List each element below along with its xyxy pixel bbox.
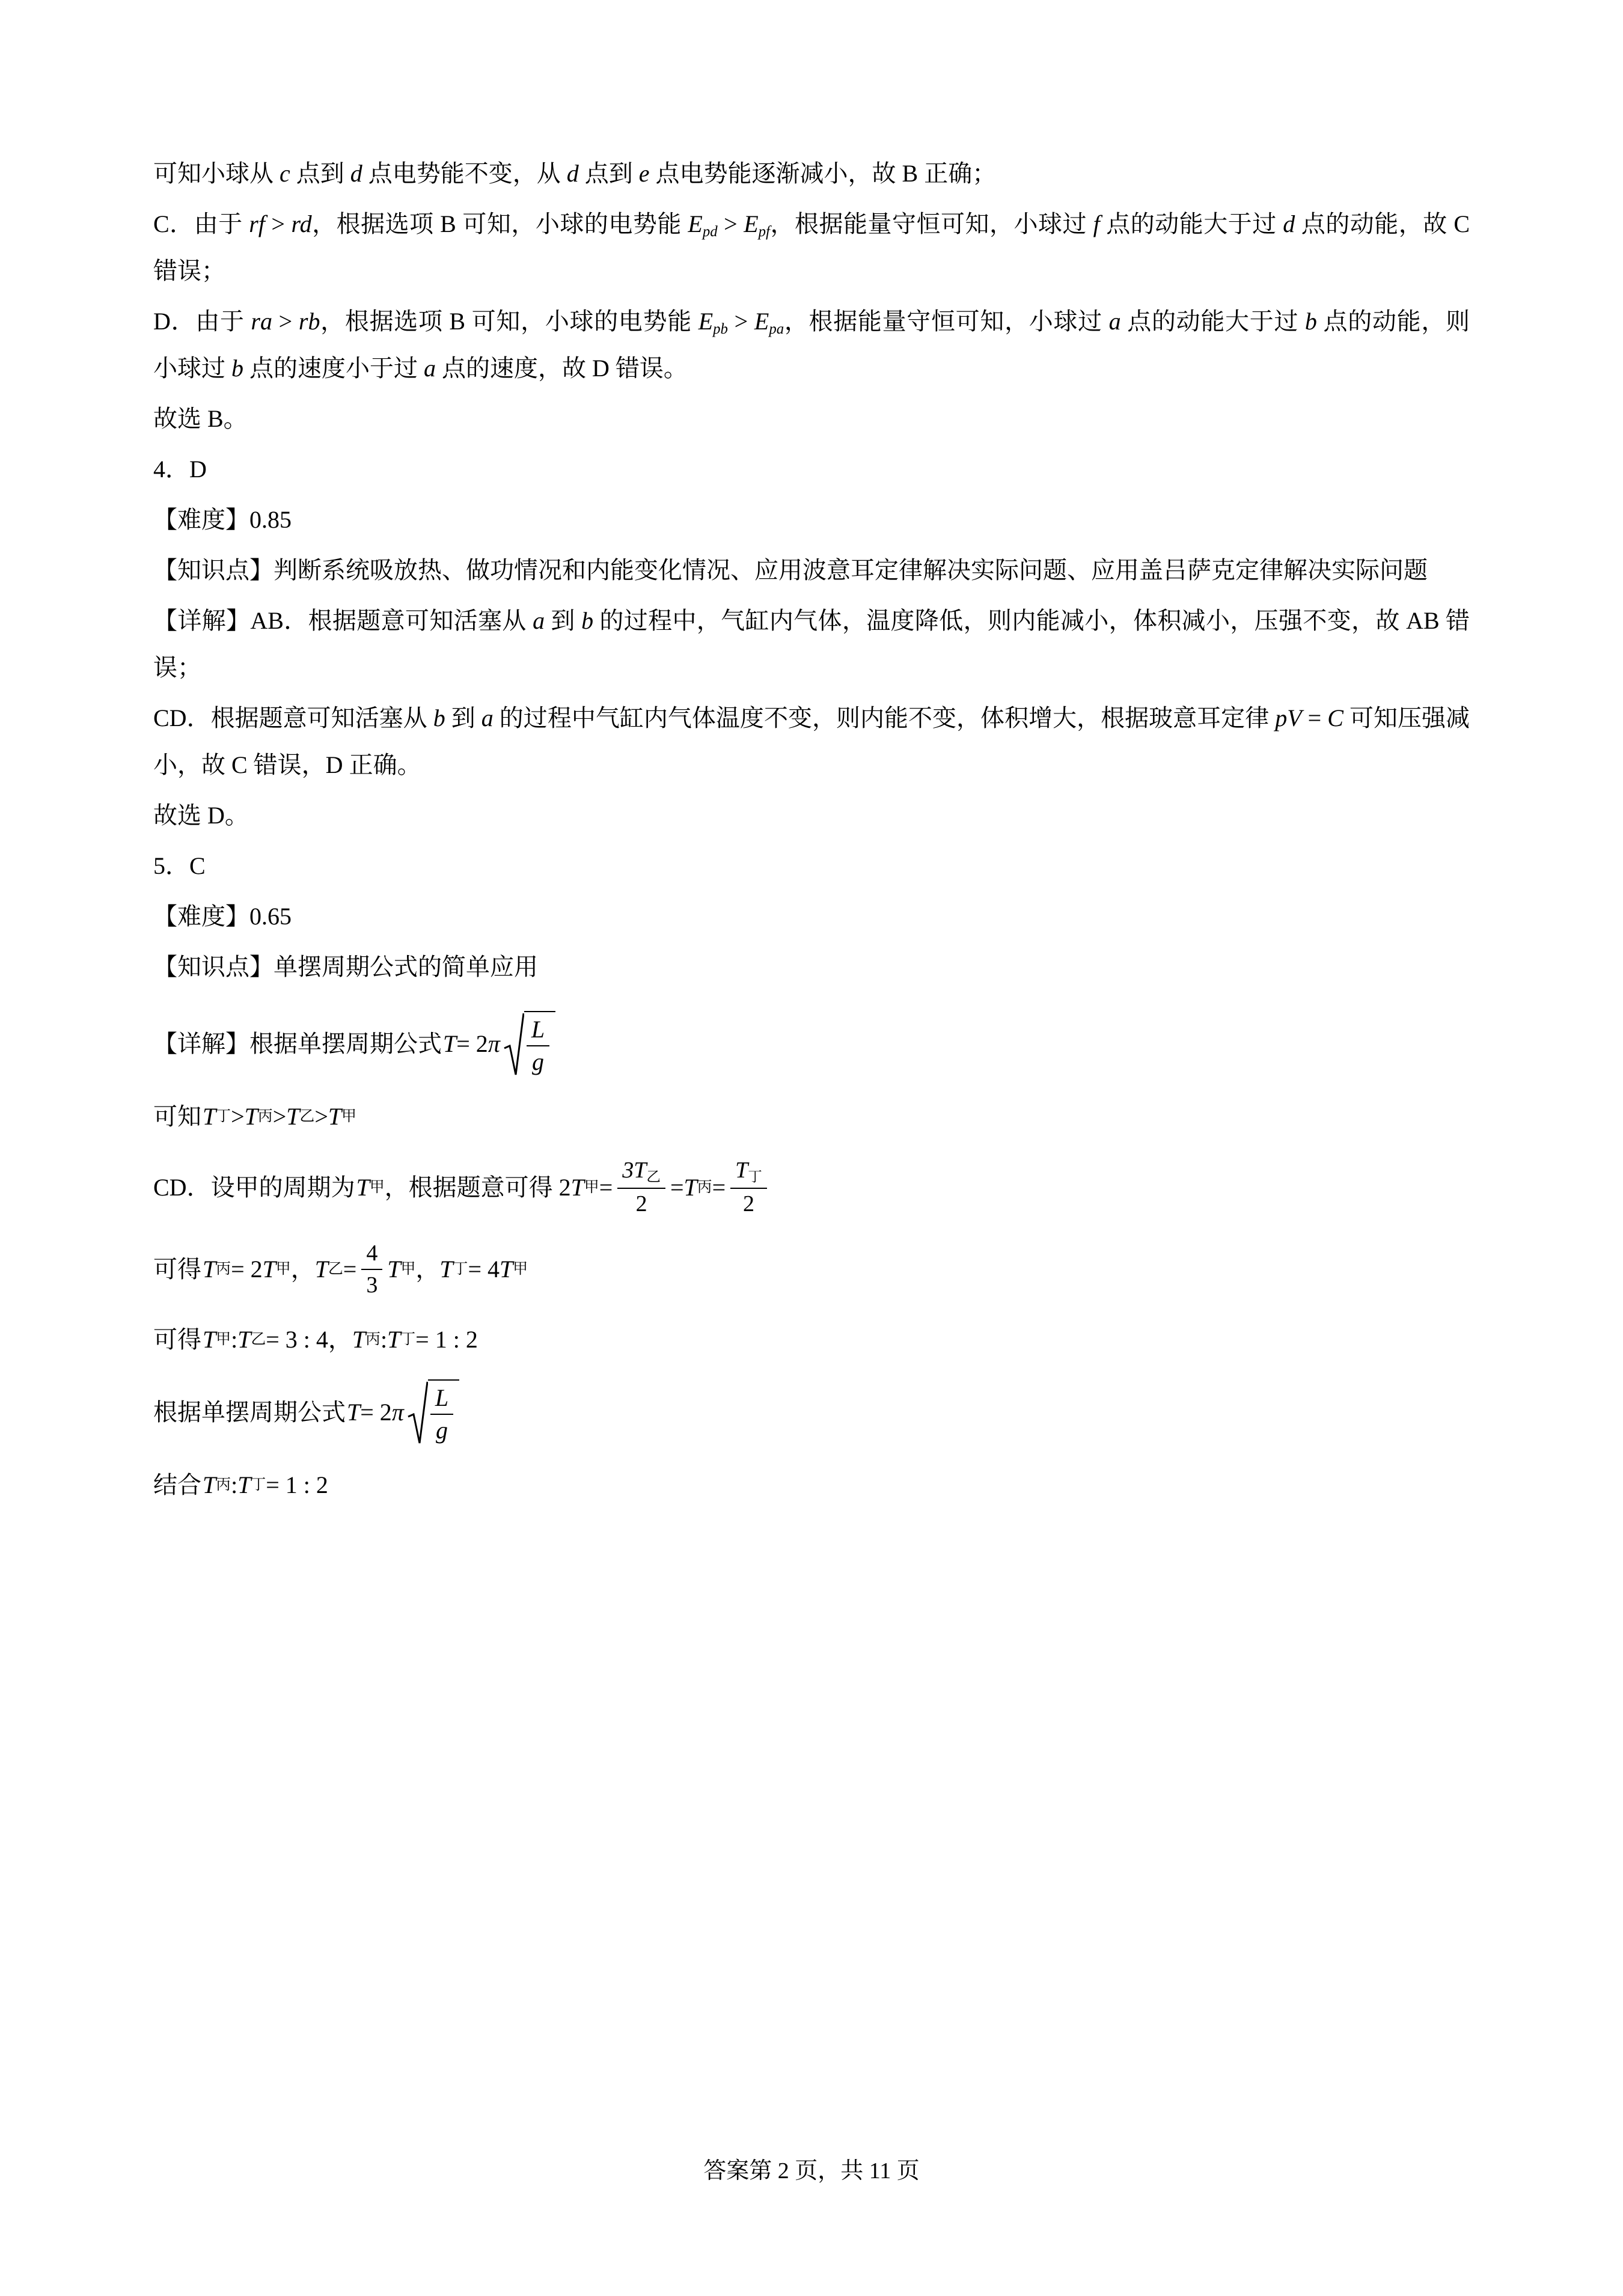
math-L: L <box>430 1384 453 1415</box>
math-T2: T <box>570 1173 584 1201</box>
question-4-answer: 故选 D。 <box>153 802 249 829</box>
text-fragment: ，根据能量守恒可知，小球过 <box>784 308 1109 335</box>
text-fragment: 点的动能，则小球过 <box>153 308 1470 382</box>
math-T: T <box>347 1398 361 1426</box>
text-fragment: ，根据选项 B 可知，小球的电势能 <box>320 308 698 335</box>
text-fragment: 【详解】根据单摆周期公式 <box>153 1030 442 1057</box>
math-g: g <box>531 1048 544 1075</box>
question-5-cd-derivation <box>153 1156 1470 1219</box>
fraction-numerator <box>730 1156 767 1189</box>
fraction-denominator: 2 <box>743 1191 754 1217</box>
text-fragment: 可知小球从 <box>153 160 280 187</box>
math-sub-jia: 甲 <box>341 1108 356 1125</box>
math-pv: pV <box>1275 704 1302 731</box>
math-T4: T <box>387 1256 401 1283</box>
math-op: : <box>380 1325 388 1353</box>
math-E2: E <box>754 308 769 335</box>
question-5-result-3 <box>153 1466 1470 1504</box>
text-fragment: 到 <box>545 607 582 634</box>
sqrt-symbol-2 <box>408 1379 459 1446</box>
text-fragment: 点到 <box>578 160 639 187</box>
math-rf: rf <box>249 210 265 237</box>
math-op: = 1 : 2 <box>266 1471 328 1498</box>
math-sub-yi: 乙 <box>251 1331 266 1348</box>
page-footer: 答案第 2 页，共 11 页 <box>703 2158 920 2184</box>
math-var-c: c <box>280 160 290 187</box>
math-var-a: a <box>533 607 545 634</box>
math-T3: T <box>683 1173 697 1201</box>
fraction-numerator <box>617 1156 665 1189</box>
text-fragment: ， <box>328 1325 352 1353</box>
math-sub-ding: 丁 <box>251 1476 266 1493</box>
math-T: T <box>443 1030 457 1057</box>
math-op: : <box>231 1471 238 1498</box>
math-sub-jia2: 甲 <box>584 1179 599 1195</box>
paragraph-answer-b: 故选 B。 <box>153 405 248 432</box>
math-op: > <box>264 210 292 237</box>
math-E: E <box>698 308 714 335</box>
math-var-e: e <box>638 160 650 187</box>
question-4-difficulty: 【难度】0.85 <box>153 506 292 533</box>
math-L: L <box>527 1015 549 1046</box>
math-pi: π <box>391 1398 404 1426</box>
text-fragment: 点的动能大于过 <box>1099 210 1283 237</box>
math-op: = <box>1301 704 1328 731</box>
math-E2: E <box>744 210 759 237</box>
math-T2: T <box>244 1103 258 1130</box>
math-sub-pf: pf <box>758 223 770 240</box>
math-op: > <box>231 1103 245 1130</box>
text-fragment: ，根据选项 B 可知，小球的电势能 <box>311 210 688 237</box>
math-sub-ding: 丁 <box>400 1331 416 1348</box>
math-const-c: C <box>1327 704 1343 731</box>
paragraph-option-d <box>153 298 1470 392</box>
math-sub-bing: 丙 <box>216 1261 231 1278</box>
math-var-f: f <box>1093 210 1100 237</box>
radical-icon <box>408 1379 428 1446</box>
math-sub-jia3: 甲 <box>513 1261 528 1278</box>
question-4-knowledge: 【知识点】判断系统吸放热、做功情况和内能变化情况、应用波意耳定律解决实际问题、应用盖吕萨克定律解决实际问题 <box>153 557 1428 584</box>
radical-icon <box>504 1011 524 1077</box>
math-T1: T <box>203 1325 216 1353</box>
text-fragment: 点的速度，故 D 错误。 <box>436 355 688 382</box>
math-sub-pd: pd <box>702 223 718 240</box>
math-op: > <box>727 308 754 335</box>
text-fragment: 点的速度小于过 <box>243 355 424 382</box>
text-fragment: 【详解】AB．根据题意可知活塞从 <box>153 607 533 634</box>
math-pi: π <box>488 1030 500 1057</box>
question-5-knowledge: 【知识点】单摆周期公式的简单应用 <box>153 953 538 980</box>
math-T4: T <box>387 1325 401 1353</box>
math-op: : <box>231 1325 238 1353</box>
math-op: = 2 <box>360 1398 392 1426</box>
math-sub-yi: 乙 <box>299 1108 315 1125</box>
text-fragment: CD．设甲的周期为 <box>153 1173 355 1201</box>
math-op: > <box>272 308 299 335</box>
text-fragment: CD．根据题意可知活塞从 <box>153 704 433 731</box>
math-op: = <box>599 1173 613 1201</box>
text-fragment: ，根据题意可得 2 <box>384 1173 571 1201</box>
math-sub-yi: 乙 <box>646 1169 661 1185</box>
text-fragment: D．由于 <box>153 308 251 335</box>
paragraph-option-c <box>153 201 1470 295</box>
text-fragment: 点电势能逐渐减小，故 B 正确； <box>649 160 997 187</box>
math-var-b: b <box>1304 308 1317 335</box>
math-T4: T <box>328 1103 342 1130</box>
math-T1: T <box>203 1256 216 1283</box>
math-var-b: b <box>433 704 445 731</box>
math-op: = 4 <box>468 1256 500 1283</box>
math-sub-bing: 丙 <box>697 1179 712 1195</box>
math-rd: rd <box>291 210 312 237</box>
text-fragment: 根据单摆周期公式 <box>153 1398 346 1426</box>
question-5-result-1 <box>153 1239 1470 1300</box>
question-5-difficulty: 【难度】0.65 <box>153 903 292 930</box>
radicand <box>524 1011 555 1077</box>
text-fragment: ， <box>290 1256 315 1283</box>
fraction-numerator: 4 <box>361 1239 382 1271</box>
fraction-denominator: 3 <box>366 1272 378 1298</box>
fraction-4-over-3 <box>361 1239 382 1300</box>
math-T3: T <box>352 1325 366 1353</box>
math-T: T <box>356 1173 370 1201</box>
text-fragment: 结合 <box>153 1471 201 1498</box>
math-var-d: d <box>1283 210 1295 237</box>
question-5-formula-period <box>153 1011 1470 1077</box>
text-fragment: 可知 <box>153 1103 201 1130</box>
math-ra: ra <box>251 308 272 335</box>
question-4-explanation-cd <box>153 695 1470 789</box>
math-op: = 1 : 2 <box>415 1325 478 1353</box>
math-sub-ding: 丁 <box>453 1261 468 1278</box>
text-fragment: 的过程中，气缸内气体，温度降低，则内能减小，体积减小，压强不变，故 AB 错误； <box>153 607 1470 681</box>
math-sub-pb: pb <box>713 320 728 337</box>
question-4-number: 4．D <box>153 456 207 483</box>
math-op: > <box>272 1103 287 1130</box>
math-var-b: b <box>581 607 594 634</box>
text-fragment: ，根据能量守恒可知，小球过 <box>769 210 1093 237</box>
text-fragment: 的过程中气缸内气体温度不变，则内能不变，体积增大，根据玻意耳定律 <box>493 704 1276 731</box>
math-T5: T <box>439 1256 453 1283</box>
math-T2: T <box>237 1471 251 1498</box>
math-sub-jia: 甲 <box>216 1331 231 1348</box>
text-fragment: ， <box>415 1256 440 1283</box>
math-var-d: d <box>350 160 362 187</box>
text-fragment: 可知压强减小，故 C 错误，D 正确。 <box>153 704 1470 778</box>
fraction-3t-over-2 <box>617 1156 665 1219</box>
math-sub-bing: 丙 <box>216 1476 231 1493</box>
math-sub-jia: 甲 <box>369 1179 385 1195</box>
math-rb: rb <box>298 308 320 335</box>
math-sub-bing: 丙 <box>365 1331 381 1348</box>
math-sub-bing: 丙 <box>257 1108 273 1125</box>
text-fragment: 点的动能大于过 <box>1120 308 1305 335</box>
text-fragment: 可得 <box>153 1325 201 1353</box>
math-T1: T <box>203 1103 216 1130</box>
math-T3: T <box>286 1103 300 1130</box>
math-T: T <box>735 1158 748 1183</box>
math-g: g <box>435 1416 448 1444</box>
paragraph-b-conclusion <box>153 150 1470 197</box>
fraction-tding-over-2 <box>730 1156 767 1219</box>
math-op: = 2 <box>231 1256 263 1283</box>
question-5-period-order <box>153 1098 1470 1136</box>
text-fragment: C．由于 <box>153 210 249 237</box>
math-3T: 3T <box>622 1158 647 1183</box>
text-fragment: 点的动能，故 C 错误； <box>153 210 1470 284</box>
math-op: = <box>670 1173 684 1201</box>
math-T1: T <box>203 1471 216 1498</box>
math-op: = 3 : 4 <box>266 1325 328 1353</box>
text-fragment: 到 <box>445 704 481 731</box>
math-op: > <box>717 210 744 237</box>
question-5-result-2 <box>153 1321 1470 1359</box>
math-E: E <box>688 210 703 237</box>
radicand <box>428 1379 459 1446</box>
math-op: = 2 <box>456 1030 488 1057</box>
question-5-formula-period-2 <box>153 1379 1470 1446</box>
math-T6: T <box>500 1256 513 1283</box>
fraction-denominator: 2 <box>635 1191 647 1217</box>
math-op: > <box>314 1103 328 1130</box>
math-sub-jia: 甲 <box>275 1261 291 1278</box>
text-fragment: 点电势能不变，从 <box>362 160 567 187</box>
math-sub-pa: pa <box>769 320 784 337</box>
math-sub-yi: 乙 <box>328 1261 343 1278</box>
math-var-d2: d <box>566 160 579 187</box>
sqrt-symbol <box>504 1011 555 1077</box>
math-T2: T <box>237 1325 251 1353</box>
math-sub-jia2: 甲 <box>400 1261 416 1278</box>
math-var-b2: b <box>231 355 243 382</box>
math-var-a2: a <box>424 355 436 382</box>
math-sub-ding: 丁 <box>216 1108 231 1125</box>
math-op: = <box>712 1173 726 1201</box>
question-5-number: 5．C <box>153 852 206 879</box>
math-var-a: a <box>1108 308 1121 335</box>
math-op: = <box>343 1256 357 1283</box>
question-4-explanation-ab <box>153 597 1470 691</box>
text-fragment: 点到 <box>290 160 350 187</box>
math-sub-ding: 丁 <box>748 1169 762 1185</box>
math-var-a: a <box>481 704 494 731</box>
math-T3: T <box>314 1256 328 1283</box>
math-T2: T <box>262 1256 276 1283</box>
text-fragment: 可得 <box>153 1256 201 1283</box>
